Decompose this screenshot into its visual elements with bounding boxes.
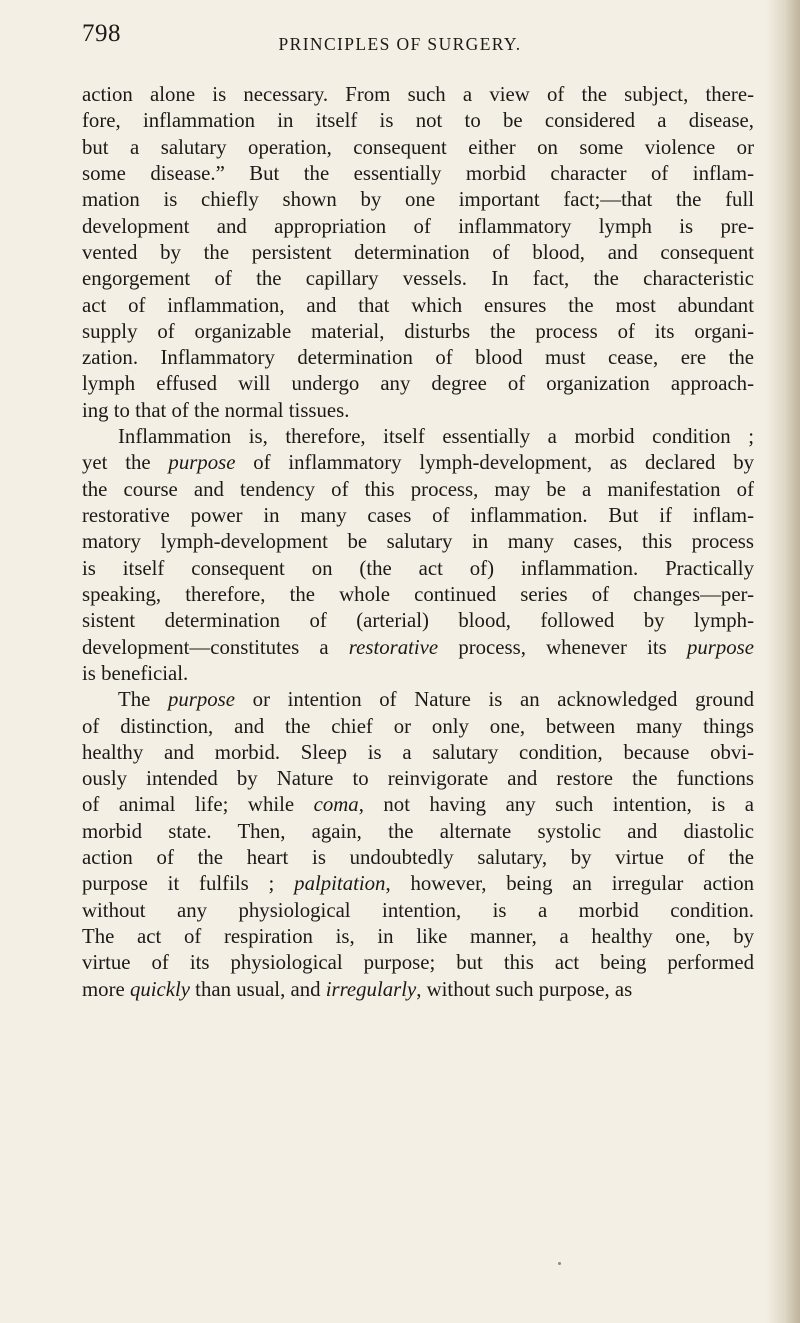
text-line: sistent determination of (arterial) blood, followed by lymph- xyxy=(82,609,754,633)
text-line: is itself consequent on (the act of) inflammation. Practically xyxy=(82,556,754,580)
text-line: action alone is necessary. From such a view of the subject, there- xyxy=(82,83,754,106)
ink-speck xyxy=(558,1262,561,1265)
text-line: purpose it fulfils ; palpitation, however, being an irregular action xyxy=(82,872,754,896)
text-line: but a salutary operation, consequent either on some violence or xyxy=(82,135,754,159)
text-line: morbid state. Then, again, the alternate systolic and diastolic xyxy=(82,819,754,843)
text-line: ously intended by Nature to reinvigorate and restore the functions xyxy=(82,767,754,791)
text-line: supply of organizable material, disturbs the process of its organi- xyxy=(82,319,754,343)
paragraph xyxy=(82,687,754,1003)
text-line: speaking, therefore, the whole continued series of changes—per- xyxy=(82,582,754,606)
text-line: lymph effused will undergo any degree of organization approach- xyxy=(82,372,754,396)
text-line: virtue of its physiological purpose; but this act being performed xyxy=(82,951,754,975)
text-line: of animal life; while coma, not having any such intention, is a xyxy=(82,793,754,817)
text-line: engorgement of the capillary vessels. In fact, the characteristic xyxy=(82,267,754,291)
text-line: ing to that of the normal tissues. xyxy=(82,398,350,422)
running-title: PRINCIPLES OF SURGERY. xyxy=(278,34,522,54)
text-line: the course and tendency of this process, may be a manifestation of xyxy=(82,477,754,501)
text-line: The act of respiration is, in like manner, a healthy one, by xyxy=(82,925,754,948)
text-line: restorative power in many cases of inflammation. But if inflam- xyxy=(82,504,754,527)
text-line: The purpose or intention of Nature is an acknowledged ground xyxy=(118,688,754,712)
text-line: vented by the persistent determination of blood, and consequent xyxy=(82,240,754,264)
text-line: of distinction, and the chief or only one, between many things xyxy=(82,714,754,738)
text-line: is beneficial. xyxy=(82,661,189,685)
text-line: without any physiological intention, is a morbid condition. xyxy=(82,898,754,922)
paragraph xyxy=(82,82,754,424)
text-line: fore, inflammation in itself is not to be considered a disease, xyxy=(82,109,754,133)
text-line: development—constitutes a restorative process, whenever its purpose xyxy=(82,635,754,659)
text-line: Inflammation is, therefore, itself essentially a morbid condition ; xyxy=(118,425,754,449)
text-line: matory lymph-development be salutary in many cases, this process xyxy=(82,530,754,554)
text-line: zation. Inflammatory determination of blood must cease, ere the xyxy=(82,346,754,370)
text-line: mation is chiefly shown by one important fact;—that the full xyxy=(82,188,754,212)
text-line: act of inflammation, and that which ensures the most abundant xyxy=(82,293,754,317)
text-line: development and appropriation of inflammatory lymph is pre- xyxy=(82,214,754,238)
paragraph xyxy=(82,424,754,687)
text-line: action of the heart is undoubtedly salutary, by virtue of the xyxy=(82,846,754,870)
text-line: healthy and morbid. Sleep is a salutary condition, because obvi- xyxy=(82,740,754,764)
text-line: more quickly than usual, and irregularly, without such purpose, as xyxy=(82,977,633,1001)
page-number: 798 xyxy=(82,20,121,47)
page-edge-shadow xyxy=(766,0,800,1323)
text-line: yet the purpose of inflammatory lymph-development, as declared by xyxy=(82,451,754,475)
body-text xyxy=(82,82,754,1003)
text-line: some disease.” But the essentially morbid character of inflam- xyxy=(82,161,754,185)
